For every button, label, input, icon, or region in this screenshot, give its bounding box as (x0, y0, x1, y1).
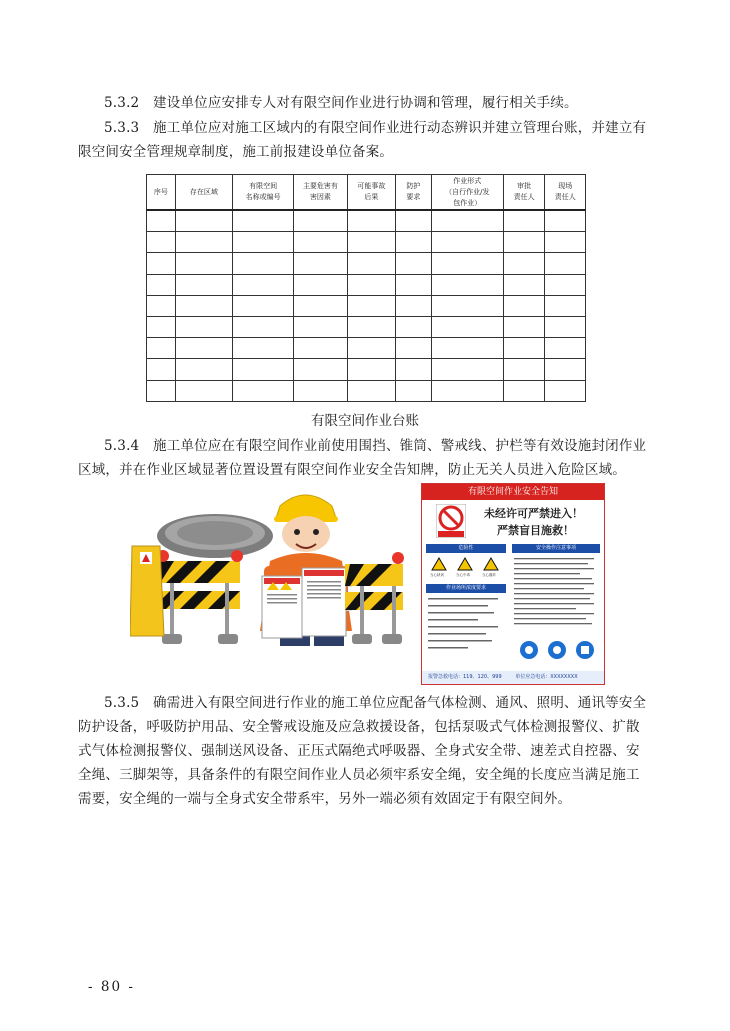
ledger-body (147, 210, 586, 401)
ledger-cell (147, 380, 176, 401)
ledger-cell (147, 338, 176, 359)
ledger-cell (396, 295, 432, 316)
ledger-header-cell (347, 175, 395, 211)
ledger-cell (147, 359, 176, 380)
ledger-cell (545, 316, 586, 337)
clause-5-3-3: 5.3.3 施工单位应对施工区域内的有限空间作业进行动态辨识并建立管理台账，并建立有限空间安全管理规章制度，施工前报建设单位备案。 (78, 120, 647, 160)
col-hazard: 主要危害有 害因素 (302, 182, 338, 201)
ledger-header-cell (396, 175, 432, 211)
ledger-cell (431, 359, 503, 380)
ledger-cell (347, 253, 395, 274)
sign-warning-line-1: 未经许可严禁进入！ (484, 507, 583, 520)
notice-label: 安全操作注意事项 (512, 544, 600, 553)
ledger-cell (503, 316, 545, 337)
hazard-label-oxygen: 当心缺氧 (430, 573, 444, 577)
sign-footer (422, 671, 604, 684)
ledger-cell (233, 274, 294, 295)
page-number: - 80 - (88, 979, 135, 995)
standard-lines (428, 596, 506, 651)
col-serial: 序号 (153, 187, 168, 196)
ledger-cell (431, 338, 503, 359)
ledger-cell (147, 316, 176, 337)
ledger-cell (503, 380, 545, 401)
ledger-cell (347, 295, 395, 316)
ledger-cell (175, 210, 232, 232)
ledger-header-cell (147, 175, 176, 211)
ledger-row (147, 380, 586, 401)
ledger-cell (233, 295, 294, 316)
col-site-manager: 现场 责任人 (554, 182, 576, 201)
ledger-cell (431, 253, 503, 274)
ledger-cell (431, 380, 503, 401)
ledger-cell (503, 295, 545, 316)
ledger-cell (347, 232, 395, 253)
caution-easel-sign (130, 546, 164, 636)
ledger-cell (175, 380, 232, 401)
ledger-header-row (147, 175, 586, 211)
ledger-cell (175, 253, 232, 274)
clause-5-3-5: 5.3.5 确需进入有限空间进行作业的施工单位应配备气体检测、通风、照明、通讯等安全防护设备，呼吸防护用品、安全警戒设施及应急救援设备，包括泵吸式气体检测报警仪、扩散式气体检测报警仪、强制送风设备、正压式隔绝式呼吸器、全身式安全带、速差式自控器、安全绳、三脚架等，具备条件的有限空间作业人员必须牢系安全绳，安全绳的长度应当满足施工需要，安全绳的一端与全身式安全带系牢，另外一端必须有效固定于有限空间外。 (78, 695, 647, 807)
standard-label: 作业场所浓度要求 (426, 584, 506, 593)
hazard-label-explosion: 当心爆炸 (482, 573, 496, 577)
ledger-cell (233, 338, 294, 359)
col-approver: 审批 责任人 (513, 182, 535, 201)
ledger-cell (233, 359, 294, 380)
ledger-cell (233, 253, 294, 274)
ledger-cell (175, 338, 232, 359)
ledger-header-cell (294, 175, 347, 211)
barricade-worker-illustration (130, 486, 405, 656)
ledger-row (147, 274, 586, 295)
clause-5-3-2: 5.3.2 建设单位应安排专人对有限空间作业进行协调和管理，履行相关手续。 (104, 95, 578, 111)
ledger-cell (294, 295, 347, 316)
emergency-phone: 报警急救电话：119、120、999 (428, 674, 502, 680)
ledger-cell (347, 380, 395, 401)
ledger-row (147, 253, 586, 274)
ledger-cell (294, 359, 347, 380)
safety-notice-sign (421, 483, 605, 685)
col-location: 存在区域 (189, 187, 218, 196)
no-entry-icon (436, 504, 466, 538)
ledger-cell (175, 232, 232, 253)
ledger-cell (503, 210, 545, 232)
ledger-header-cell (175, 175, 232, 211)
ledger-cell (396, 274, 432, 295)
ledger-cell (545, 338, 586, 359)
ledger-cell (347, 210, 395, 232)
ledger-cell (545, 253, 586, 274)
ledger-header-cell (545, 175, 586, 211)
ledger-cell (233, 316, 294, 337)
ledger-cell (294, 316, 347, 337)
col-work-form: 作业形式 （自行作业/发 包作业） (445, 176, 490, 207)
ledger-cell (545, 232, 586, 253)
ledger-cell (545, 210, 586, 232)
sign-title: 有限空间作业安全告知 (422, 484, 604, 500)
ledger-cell (396, 359, 432, 380)
ledger-cell (347, 316, 395, 337)
confined-space-ledger-table (146, 174, 586, 402)
ledger-cell (545, 274, 586, 295)
ledger-cell (503, 338, 545, 359)
ledger-row (147, 295, 586, 316)
ledger-cell (431, 316, 503, 337)
ledger-cell (545, 380, 586, 401)
ledger-cell (431, 295, 503, 316)
table-caption: 有限空间作业台账 (311, 413, 419, 429)
ledger-cell (503, 359, 545, 380)
ledger-cell (545, 295, 586, 316)
ledger-cell (147, 210, 176, 232)
ledger-cell (396, 232, 432, 253)
ledger-cell (545, 359, 586, 380)
ledger-cell (503, 232, 545, 253)
hazard-label-poison: 当心中毒 (456, 573, 470, 577)
ledger-cell (294, 274, 347, 295)
col-consequence: 可能事故 后果 (357, 182, 386, 201)
ledger-row (147, 210, 586, 232)
ledger-cell (396, 253, 432, 274)
ledger-cell (294, 338, 347, 359)
ledger-cell (147, 253, 176, 274)
ledger-cell (503, 253, 545, 274)
ledger-cell (147, 232, 176, 253)
ledger-cell (396, 316, 432, 337)
ledger-cell (294, 380, 347, 401)
ledger-cell (347, 359, 395, 380)
ledger-cell (294, 232, 347, 253)
barricade-right (345, 552, 404, 644)
ledger-cell (347, 338, 395, 359)
ledger-cell (347, 274, 395, 295)
ledger-cell (396, 338, 432, 359)
unit-phone: 单位应急电话：XXXXXXXX (515, 674, 578, 680)
ledger-cell (175, 359, 232, 380)
ledger-cell (233, 380, 294, 401)
ledger-cell (396, 380, 432, 401)
sign-warning-line-2: 严禁盲目施救！ (497, 524, 574, 537)
clause-5-3-4: 5.3.4 施工单位应在有限空间作业前使用围挡、锥筒、警戒线、护栏等有效设施封闭作业区域，并在作业区域显著位置设置有限空间作业安全告知牌，防止无关人员进入危险区域。 (78, 438, 647, 478)
ledger-cell (147, 295, 176, 316)
barricade-left (157, 550, 243, 644)
ledger-header-cell (431, 175, 503, 211)
ledger-cell (431, 232, 503, 253)
ledger-cell (147, 274, 176, 295)
col-space-name: 有限空间 名称或编号 (245, 182, 281, 201)
ledger-row (147, 338, 586, 359)
ledger-row (147, 232, 586, 253)
ledger-row (147, 316, 586, 337)
ledger-header-cell (233, 175, 294, 211)
ledger-header-cell (503, 175, 545, 211)
ledger-cell (233, 210, 294, 232)
ledger-cell (503, 274, 545, 295)
ledger-row (147, 359, 586, 380)
ledger-cell (294, 210, 347, 232)
ledger-cell (175, 316, 232, 337)
notice-board (262, 568, 346, 638)
notice-lines (514, 556, 600, 636)
danger-label: 危险性 (426, 544, 506, 553)
ledger-cell (431, 274, 503, 295)
ledger-cell (431, 210, 503, 232)
ledger-cell (233, 232, 294, 253)
ppe-icons (518, 640, 598, 662)
ledger-cell (396, 210, 432, 232)
col-protection: 防护 要求 (406, 182, 421, 201)
ledger-cell (294, 253, 347, 274)
ledger-cell (175, 274, 232, 295)
ledger-cell (175, 295, 232, 316)
